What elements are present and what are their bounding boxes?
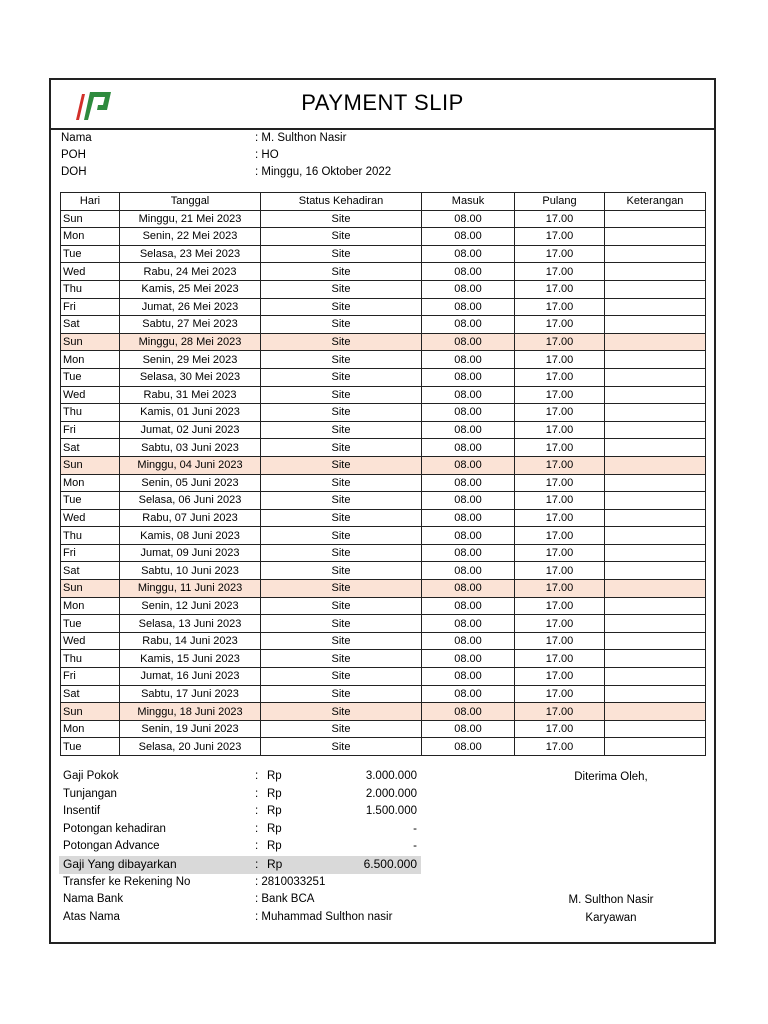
table-row: [61, 456, 706, 474]
day-cell: Mon: [61, 597, 120, 615]
day-cell: Sat: [61, 685, 120, 703]
date-cell: Senin, 22 Mei 2023: [120, 228, 261, 246]
day-cell: Sun: [61, 703, 120, 721]
note-cell: [605, 228, 706, 246]
table-row: [61, 421, 706, 439]
pay-row: [61, 768, 421, 786]
date-cell: Kamis, 25 Mei 2023: [120, 280, 261, 298]
time-out-cell: 17.00: [515, 703, 605, 721]
date-cell: Senin, 05 Juni 2023: [120, 474, 261, 492]
note-cell: [605, 333, 706, 351]
status-cell: Site: [261, 685, 422, 703]
table-row: [61, 439, 706, 457]
note-cell: [605, 509, 706, 527]
bank-row: [61, 874, 421, 892]
note-cell: [605, 580, 706, 598]
time-in-cell: 08.00: [422, 351, 515, 369]
pay-currency: Rp: [267, 822, 282, 835]
signer-role: Karyawan: [585, 912, 637, 924]
date-cell: Sabtu, 03 Juni 2023: [120, 439, 261, 457]
note-cell: [605, 597, 706, 615]
time-out-cell: 17.00: [515, 720, 605, 738]
time-out-cell: 17.00: [515, 562, 605, 580]
pay-label: Insentif: [63, 805, 101, 818]
pay-amount: 1.500.000: [365, 805, 417, 818]
table-row: [61, 703, 706, 721]
time-in-cell: 08.00: [422, 474, 515, 492]
pay-colon: :: [255, 787, 259, 800]
day-cell: Fri: [61, 298, 120, 316]
note-cell: [605, 615, 706, 633]
table-row: [61, 738, 706, 756]
status-cell: Site: [261, 720, 422, 738]
day-cell: Wed: [61, 386, 120, 404]
note-cell: [605, 404, 706, 422]
time-out-cell: 17.00: [515, 439, 605, 457]
time-out-cell: 17.00: [515, 474, 605, 492]
pay-colon: :: [255, 822, 259, 835]
time-out-cell: 17.00: [515, 738, 605, 756]
status-cell: Site: [261, 351, 422, 369]
table-row: [61, 597, 706, 615]
time-out-cell: 17.00: [515, 263, 605, 281]
status-cell: Site: [261, 650, 422, 668]
status-cell: Site: [261, 316, 422, 334]
day-cell: Thu: [61, 280, 120, 298]
date-cell: Jumat, 09 Juni 2023: [120, 544, 261, 562]
time-out-cell: 17.00: [515, 404, 605, 422]
time-in-cell: 08.00: [422, 527, 515, 545]
time-in-cell: 08.00: [422, 720, 515, 738]
page-title: PAYMENT SLIP: [301, 90, 464, 115]
time-out-cell: 17.00: [515, 650, 605, 668]
day-cell: Fri: [61, 544, 120, 562]
status-cell: Site: [261, 298, 422, 316]
slip-header: [51, 80, 714, 130]
date-cell: Minggu, 28 Mei 2023: [120, 333, 261, 351]
attendance-table: [60, 192, 706, 756]
date-cell: Sabtu, 10 Juni 2023: [120, 562, 261, 580]
time-in-cell: 08.00: [422, 509, 515, 527]
info-value: : Minggu, 16 Oktober 2022: [255, 166, 392, 178]
pay-currency: Rp: [267, 805, 282, 818]
date-cell: Minggu, 11 Juni 2023: [120, 580, 261, 598]
date-cell: Kamis, 15 Juni 2023: [120, 650, 261, 668]
status-cell: Site: [261, 632, 422, 650]
time-in-cell: 08.00: [422, 368, 515, 386]
note-cell: [605, 544, 706, 562]
table-row: [61, 298, 706, 316]
note-cell: [605, 456, 706, 474]
time-in-cell: 08.00: [422, 386, 515, 404]
time-out-cell: 17.00: [515, 368, 605, 386]
pay-row: [61, 838, 421, 856]
note-cell: [605, 245, 706, 263]
status-cell: Site: [261, 580, 422, 598]
day-cell: Sun: [61, 210, 120, 228]
pay-label: Potongan kehadiran: [63, 822, 166, 835]
note-cell: [605, 632, 706, 650]
pay-total-label: Gaji Yang dibayarkan: [63, 857, 177, 871]
status-cell: Site: [261, 615, 422, 633]
time-in-cell: 08.00: [422, 280, 515, 298]
status-cell: Site: [261, 668, 422, 686]
day-cell: Wed: [61, 263, 120, 281]
pay-label: Tunjangan: [63, 787, 117, 800]
table-row: [61, 562, 706, 580]
note-cell: [605, 474, 706, 492]
attendance-rows: [61, 210, 706, 755]
time-out-cell: 17.00: [515, 333, 605, 351]
table-row: [61, 404, 706, 422]
table-row: [61, 580, 706, 598]
note-cell: [605, 210, 706, 228]
info-label: DOH: [61, 166, 87, 178]
time-in-cell: 08.00: [422, 632, 515, 650]
date-cell: Minggu, 21 Mei 2023: [120, 210, 261, 228]
date-cell: Rabu, 14 Juni 2023: [120, 632, 261, 650]
date-cell: Sabtu, 17 Juni 2023: [120, 685, 261, 703]
table-row: [61, 316, 706, 334]
col-header-masuk: Masuk: [422, 193, 515, 211]
time-in-cell: 08.00: [422, 210, 515, 228]
day-cell: Sun: [61, 456, 120, 474]
date-cell: Jumat, 26 Mei 2023: [120, 298, 261, 316]
table-row: [61, 210, 706, 228]
pay-colon: :: [255, 840, 259, 853]
info-value: : M. Sulthon Nasir: [255, 132, 347, 144]
time-in-cell: 08.00: [422, 615, 515, 633]
date-cell: Senin, 29 Mei 2023: [120, 351, 261, 369]
pay-currency: Rp: [267, 857, 283, 871]
bank-label: Nama Bank: [63, 893, 124, 906]
table-row: [61, 351, 706, 369]
pay-currency: Rp: [267, 787, 282, 800]
time-out-cell: 17.00: [515, 210, 605, 228]
col-header-hari: Hari: [61, 193, 120, 211]
note-cell: [605, 368, 706, 386]
time-in-cell: 08.00: [422, 421, 515, 439]
time-in-cell: 08.00: [422, 685, 515, 703]
pay-amount: -: [413, 822, 417, 835]
status-cell: Site: [261, 492, 422, 510]
time-out-cell: 17.00: [515, 421, 605, 439]
status-cell: Site: [261, 263, 422, 281]
bank-row: [61, 891, 421, 909]
note-cell: [605, 562, 706, 580]
note-cell: [605, 527, 706, 545]
table-row: [61, 632, 706, 650]
payment-slip: [49, 78, 716, 944]
time-out-cell: 17.00: [515, 509, 605, 527]
time-out-cell: 17.00: [515, 316, 605, 334]
pay-total-row: [59, 856, 421, 874]
time-in-cell: 08.00: [422, 333, 515, 351]
date-cell: Sabtu, 27 Mei 2023: [120, 316, 261, 334]
day-cell: Sun: [61, 333, 120, 351]
time-out-cell: 17.00: [515, 492, 605, 510]
bank-value: : Muhammad Sulthon nasir: [255, 910, 393, 923]
date-cell: Selasa, 30 Mei 2023: [120, 368, 261, 386]
note-cell: [605, 351, 706, 369]
table-row: [61, 615, 706, 633]
time-in-cell: 08.00: [422, 316, 515, 334]
day-cell: Tue: [61, 368, 120, 386]
day-cell: Sat: [61, 439, 120, 457]
status-cell: Site: [261, 404, 422, 422]
pay-row: [61, 821, 421, 839]
time-out-cell: 17.00: [515, 668, 605, 686]
day-cell: Wed: [61, 632, 120, 650]
time-in-cell: 08.00: [422, 738, 515, 756]
date-cell: Kamis, 01 Juni 2023: [120, 404, 261, 422]
time-in-cell: 08.00: [422, 404, 515, 422]
pay-amount: 2.000.000: [365, 787, 417, 800]
received-by-label: Diterima Oleh,: [574, 771, 648, 783]
note-cell: [605, 703, 706, 721]
note-cell: [605, 738, 706, 756]
date-cell: Kamis, 08 Juni 2023: [120, 527, 261, 545]
info-value: : HO: [255, 149, 279, 161]
time-out-cell: 17.00: [515, 298, 605, 316]
note-cell: [605, 439, 706, 457]
note-cell: [605, 280, 706, 298]
status-cell: Site: [261, 228, 422, 246]
time-in-cell: 08.00: [422, 456, 515, 474]
day-cell: Tue: [61, 245, 120, 263]
time-out-cell: 17.00: [515, 580, 605, 598]
pay-colon: :: [255, 805, 259, 818]
table-row: [61, 280, 706, 298]
status-cell: Site: [261, 245, 422, 263]
table-row: [61, 368, 706, 386]
day-cell: Sat: [61, 562, 120, 580]
date-cell: Selasa, 23 Mei 2023: [120, 245, 261, 263]
pay-currency: Rp: [267, 770, 282, 782]
time-in-cell: 08.00: [422, 439, 515, 457]
time-in-cell: 08.00: [422, 650, 515, 668]
bank-label: Transfer ke Rekening No: [63, 875, 191, 888]
date-cell: Jumat, 02 Juni 2023: [120, 421, 261, 439]
signer-name: M. Sulthon Nasir: [568, 894, 654, 906]
pay-row: [61, 786, 421, 804]
time-in-cell: 08.00: [422, 245, 515, 263]
table-header-row: [61, 193, 706, 211]
pay-amount: 3.000.000: [365, 770, 417, 782]
pay-currency: Rp: [267, 840, 282, 853]
day-cell: Tue: [61, 492, 120, 510]
time-out-cell: 17.00: [515, 615, 605, 633]
status-cell: Site: [261, 280, 422, 298]
status-cell: Site: [261, 210, 422, 228]
status-cell: Site: [261, 544, 422, 562]
note-cell: [605, 720, 706, 738]
time-out-cell: 17.00: [515, 527, 605, 545]
col-header-tanggal: Tanggal: [120, 193, 261, 211]
time-out-cell: 17.00: [515, 245, 605, 263]
bank-label: Atas Nama: [63, 910, 120, 923]
status-cell: Site: [261, 527, 422, 545]
note-cell: [605, 668, 706, 686]
time-in-cell: 08.00: [422, 703, 515, 721]
time-in-cell: 08.00: [422, 562, 515, 580]
table-row: [61, 650, 706, 668]
status-cell: Site: [261, 386, 422, 404]
note-cell: [605, 316, 706, 334]
bank-value: : Bank BCA: [255, 893, 315, 906]
day-cell: Thu: [61, 404, 120, 422]
bank-row: [61, 909, 421, 927]
status-cell: Site: [261, 333, 422, 351]
time-out-cell: 17.00: [515, 228, 605, 246]
time-in-cell: 08.00: [422, 544, 515, 562]
day-cell: Tue: [61, 615, 120, 633]
time-out-cell: 17.00: [515, 685, 605, 703]
status-cell: Site: [261, 474, 422, 492]
table-row: [61, 386, 706, 404]
date-cell: Minggu, 18 Juni 2023: [120, 703, 261, 721]
table-row: [61, 668, 706, 686]
time-out-cell: 17.00: [515, 456, 605, 474]
time-out-cell: 17.00: [515, 597, 605, 615]
table-row: [61, 527, 706, 545]
table-row: [61, 474, 706, 492]
note-cell: [605, 685, 706, 703]
note-cell: [605, 298, 706, 316]
time-out-cell: 17.00: [515, 386, 605, 404]
day-cell: Sun: [61, 580, 120, 598]
day-cell: Fri: [61, 668, 120, 686]
note-cell: [605, 650, 706, 668]
table-row: [61, 685, 706, 703]
bank-value: : 2810033251: [255, 875, 326, 888]
col-header-keterangan: Keterangan: [605, 193, 706, 211]
date-cell: Senin, 12 Juni 2023: [120, 597, 261, 615]
time-in-cell: 08.00: [422, 580, 515, 598]
pay-row: [61, 803, 421, 821]
col-header-status: Status Kehadiran: [261, 193, 422, 211]
status-cell: Site: [261, 738, 422, 756]
note-cell: [605, 492, 706, 510]
info-label: Nama: [61, 132, 92, 144]
date-cell: Jumat, 16 Juni 2023: [120, 668, 261, 686]
day-cell: Mon: [61, 351, 120, 369]
pay-colon: :: [255, 857, 259, 871]
date-cell: Minggu, 04 Juni 2023: [120, 456, 261, 474]
date-cell: Rabu, 07 Juni 2023: [120, 509, 261, 527]
table-row: [61, 263, 706, 281]
time-out-cell: 17.00: [515, 351, 605, 369]
note-cell: [605, 386, 706, 404]
day-cell: Sat: [61, 316, 120, 334]
note-cell: [605, 421, 706, 439]
table-row: [61, 509, 706, 527]
date-cell: Rabu, 31 Mei 2023: [120, 386, 261, 404]
time-in-cell: 08.00: [422, 228, 515, 246]
status-cell: Site: [261, 439, 422, 457]
day-cell: Fri: [61, 421, 120, 439]
table-row: [61, 492, 706, 510]
time-in-cell: 08.00: [422, 597, 515, 615]
day-cell: Mon: [61, 720, 120, 738]
time-in-cell: 08.00: [422, 668, 515, 686]
day-cell: Mon: [61, 228, 120, 246]
col-header-pulang: Pulang: [515, 193, 605, 211]
status-cell: Site: [261, 562, 422, 580]
status-cell: Site: [261, 703, 422, 721]
status-cell: Site: [261, 509, 422, 527]
date-cell: Rabu, 24 Mei 2023: [120, 263, 261, 281]
table-row: [61, 333, 706, 351]
time-in-cell: 08.00: [422, 492, 515, 510]
pay-total-amount: 6.500.000: [363, 857, 417, 871]
day-cell: Wed: [61, 509, 120, 527]
date-cell: Senin, 19 Juni 2023: [120, 720, 261, 738]
time-out-cell: 17.00: [515, 544, 605, 562]
status-cell: Site: [261, 421, 422, 439]
day-cell: Thu: [61, 650, 120, 668]
date-cell: Selasa, 13 Juni 2023: [120, 615, 261, 633]
table-row: [61, 228, 706, 246]
date-cell: Selasa, 20 Juni 2023: [120, 738, 261, 756]
time-out-cell: 17.00: [515, 280, 605, 298]
table-row: [61, 720, 706, 738]
day-cell: Thu: [61, 527, 120, 545]
status-cell: Site: [261, 368, 422, 386]
date-cell: Selasa, 06 Juni 2023: [120, 492, 261, 510]
pay-label: Potongan Advance: [63, 840, 160, 853]
pay-label: Gaji Pokok: [63, 770, 119, 782]
table-row: [61, 245, 706, 263]
time-in-cell: 08.00: [422, 298, 515, 316]
pay-amount: -: [413, 840, 417, 853]
pay-colon: :: [255, 770, 259, 782]
day-cell: Mon: [61, 474, 120, 492]
time-out-cell: 17.00: [515, 632, 605, 650]
status-cell: Site: [261, 456, 422, 474]
table-row: [61, 544, 706, 562]
day-cell: Tue: [61, 738, 120, 756]
time-in-cell: 08.00: [422, 263, 515, 281]
info-label: POH: [61, 149, 86, 161]
note-cell: [605, 263, 706, 281]
status-cell: Site: [261, 597, 422, 615]
